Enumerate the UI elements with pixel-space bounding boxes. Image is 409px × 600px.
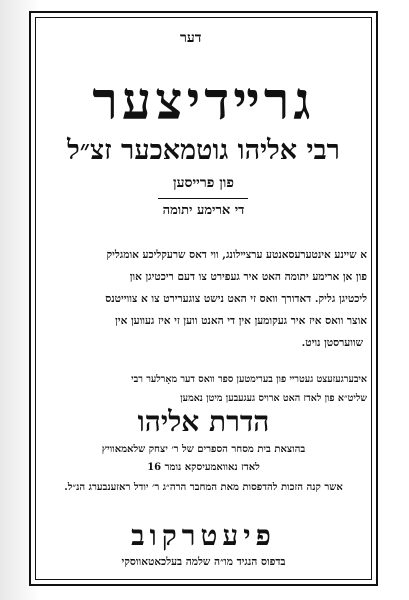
header-article: דער xyxy=(180,30,202,46)
publisher-address: לאדז נאוואמעיסקא נומר 16 xyxy=(147,462,260,473)
paragraph-line: ליכטיגן גליק. דאדורך וואס זי האט נישט צוגערירט צו א צווייטנס xyxy=(105,293,367,305)
main-title: גרײדיצער xyxy=(92,71,315,132)
rabbi-name: רבי אליהו גוטמאכער זצ״ל xyxy=(67,135,340,166)
paragraph-line: אוצר וואס איז איר געקומען אין די האנט ווען זי איז געווען אין xyxy=(115,315,367,327)
source-book-title: הדרת אליהו xyxy=(137,405,270,438)
paragraph-line: א שײנע אינטערעסאנטע ערצײלונג, ווי דאס שרעקליכע אומגליק xyxy=(106,249,367,261)
paragraph-line: פון אן ארימע יתומה האט איר געפירט צו דעם ריכטיגן און xyxy=(129,271,367,283)
title-page-content xyxy=(40,22,367,575)
rights-line: אשר קנה הזכות להדפסות מאת המחבר הרה״ג ר׳ יודל ראזענבערג הנ״ל. xyxy=(64,482,343,493)
story-subtitle: די ארימע יתומה xyxy=(162,203,245,218)
origin-line: פון פרייסען xyxy=(173,175,234,191)
translation-note-line: איבערגעזעצט געטרײ פון בערימטען ספר וואס דער מאָרלער רבי xyxy=(131,374,367,385)
publisher-line: בהוצאת בית מסחר הספרים של ר׳ יצחק שלאמאוויץ xyxy=(101,444,306,455)
city-name: פיעטרקוב xyxy=(131,519,276,552)
printer-line: בדפוס הנגיד מו״ה שלמה בעלכאטאווסקי xyxy=(121,556,286,568)
divider-rule xyxy=(158,198,248,199)
paragraph-line: שווערסטן נויט. xyxy=(301,337,363,349)
translation-note-line: שליט״א פון לאדז האט ארויס געגעבען מיטן נאמען xyxy=(180,393,367,404)
